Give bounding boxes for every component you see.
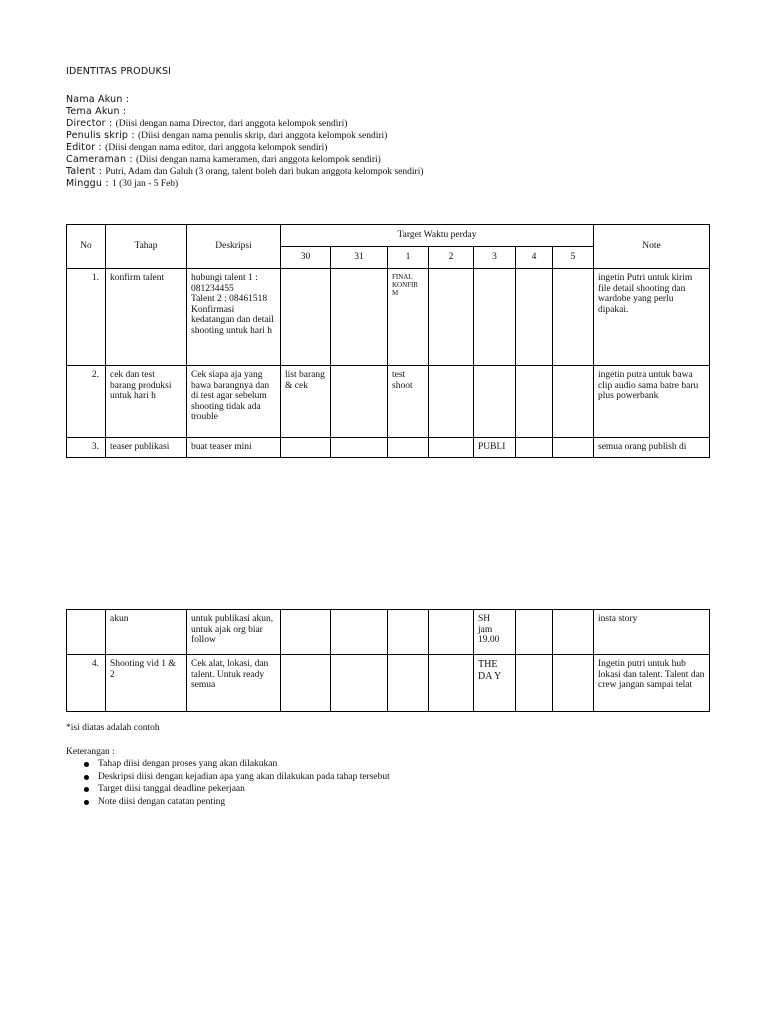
cell-tahap: Shooting vid 1 & 2 (106, 655, 187, 712)
field-label: Editor : (66, 142, 106, 153)
cell-no: 4. (67, 655, 106, 712)
field-penulis-skrip (66, 128, 706, 140)
list-item: Deskripsi diisi dengan kejadian apa yang akan dilakukan pada tahap tersebut (98, 771, 706, 784)
field-tema-akun (66, 104, 706, 116)
cell-day (516, 438, 553, 458)
field-talent (66, 164, 706, 176)
keterangan-label: Keterangan : (66, 747, 115, 757)
cell-day: PUBLI (474, 438, 516, 458)
cell-tahap: konfirm talent (106, 269, 187, 366)
table-header-row (67, 225, 710, 247)
cell-day (474, 366, 516, 438)
cell-day-final-konfirm: FINAL KONFIR M (388, 269, 429, 366)
table-row (67, 655, 710, 712)
cell-day (331, 269, 388, 366)
header-no: No (67, 225, 106, 269)
keterangan-list (66, 758, 706, 808)
cell-no: 3. (67, 438, 106, 458)
list-item: Note diisi dengan catatan penting (98, 796, 706, 809)
cell-deskripsi: untuk publikasi akun, untuk ajak org biar follow (187, 610, 281, 655)
cell-day (281, 610, 331, 655)
cell-deskripsi: Cek alat, lokasi, dan talent. Untuk ready semua (187, 655, 281, 712)
cell-day (429, 655, 474, 712)
cell-day (331, 610, 388, 655)
cell-tahap: akun (106, 610, 187, 655)
cell-day (281, 655, 331, 712)
field-label: Penulis skrip : (66, 130, 138, 141)
cell-note: ingetin Putri untuk kirim file detail shooting dan wardobe yang perlu dipakai. (594, 269, 710, 366)
field-value: (Diisi dengan nama kameramen, dari anggota kelompok sendiri) (136, 155, 381, 165)
schedule-table-continued (66, 609, 710, 712)
cell-note: semua orang publish di (594, 438, 710, 458)
header-note: Note (594, 225, 710, 269)
cell-day (553, 610, 594, 655)
day-header: 31 (331, 247, 388, 269)
cell-day (553, 269, 594, 366)
field-value: (Diisi dengan nama penulis skrip, dari anggota kelompok sendiri) (138, 131, 388, 141)
cell-day (331, 655, 388, 712)
cell-day (429, 269, 474, 366)
bullet-icon (84, 800, 89, 805)
table-row (67, 366, 710, 438)
cell-day (388, 438, 429, 458)
cell-day (553, 366, 594, 438)
header-deskripsi: Deskripsi (187, 225, 281, 269)
field-label: Minggu : (66, 178, 112, 189)
list-item: Target diisi tanggal deadline pekerjaan (98, 783, 706, 796)
day-header: 4 (516, 247, 553, 269)
cell-no: 1. (67, 269, 106, 366)
table-row (67, 610, 710, 655)
field-cameraman (66, 152, 706, 164)
cell-no: 2. (67, 366, 106, 438)
cell-day: test shoot (388, 366, 429, 438)
cell-note: insta story (594, 610, 710, 655)
list-item: Tahap diisi dengan proses yang akan dilakukan (98, 758, 706, 771)
cell-deskripsi: Cek siapa aja yang bawa barangnya dan di test agar sebelum shooting tidak ada trouble (187, 366, 281, 438)
field-value: (Diisi dengan nama editor, dari anggota kelompok sendiri) (105, 143, 328, 153)
cell-day (388, 655, 429, 712)
cell-day (516, 366, 553, 438)
day-header: 5 (553, 247, 594, 269)
footer-notes (66, 722, 706, 808)
cell-day: THE DA Y (474, 655, 516, 712)
field-label: Talent : (66, 166, 106, 177)
field-label: Tema Akun : (66, 106, 127, 117)
table-row (67, 269, 710, 366)
day-header: 2 (429, 247, 474, 269)
cell-day (516, 655, 553, 712)
day-header: 1 (388, 247, 429, 269)
cell-day (553, 438, 594, 458)
schedule-table (66, 224, 710, 458)
field-editor (66, 140, 706, 152)
header-tahap: Tahap (106, 225, 187, 269)
identity-fields (66, 92, 706, 188)
cell-deskripsi: hubungi talent 1 : 081234455 Talent 2 : 08461518 Konfirmasi kedatangan dan detail shooting untuk hari h (187, 269, 281, 366)
cell-note: ingetin putra untuk bawa clip audio sama batre baru plus powerbank (594, 366, 710, 438)
header-target: Target Waktu perday (281, 225, 594, 247)
cell-day: list barang & cek (281, 366, 331, 438)
cell-day (516, 269, 553, 366)
document-title: IDENTITAS PRODUKSI (66, 66, 172, 77)
cell-day (429, 366, 474, 438)
cell-tahap: teaser publikasi (106, 438, 187, 458)
field-value: 1 (30 jan - 5 Feb) (111, 179, 179, 189)
cell-day: SH jam 19.00 (474, 610, 516, 655)
cell-day (281, 269, 331, 366)
cell-no (67, 610, 106, 655)
bullet-icon (84, 775, 89, 780)
field-nama-akun (66, 92, 706, 104)
cell-day (331, 438, 388, 458)
day-header: 30 (281, 247, 331, 269)
day-header: 3 (474, 247, 516, 269)
cell-day (474, 269, 516, 366)
field-value: Putri, Adam dan Galuh (3 orang, talent boleh dari bukan anggota kelompok sendiri) (105, 167, 424, 177)
bullet-icon (84, 762, 89, 767)
cell-deskripsi: buat teaser mini (187, 438, 281, 458)
cell-day (429, 610, 474, 655)
field-label: Nama Akun : (66, 94, 130, 105)
example-note: *isi diatas adalah contoh (66, 723, 160, 733)
cell-day (388, 610, 429, 655)
cell-day (331, 366, 388, 438)
cell-day (281, 438, 331, 458)
cell-tahap: cek dan test barang produksi untuk hari h (106, 366, 187, 438)
cell-day (429, 438, 474, 458)
field-director (66, 116, 706, 128)
bullet-icon (84, 787, 89, 792)
cell-day (553, 655, 594, 712)
cell-day (516, 610, 553, 655)
field-value: (Diisi dengan nama Director, dari anggota kelompok sendiri) (115, 119, 348, 129)
field-minggu (66, 176, 706, 188)
cell-note: Ingetin putri untuk hub lokasi dan talent. Talent dan crew jangan sampai telat (594, 655, 710, 712)
production-identity (66, 66, 706, 188)
field-label: Director : (66, 118, 116, 129)
table-row (67, 438, 710, 458)
field-label: Cameraman : (66, 154, 137, 165)
